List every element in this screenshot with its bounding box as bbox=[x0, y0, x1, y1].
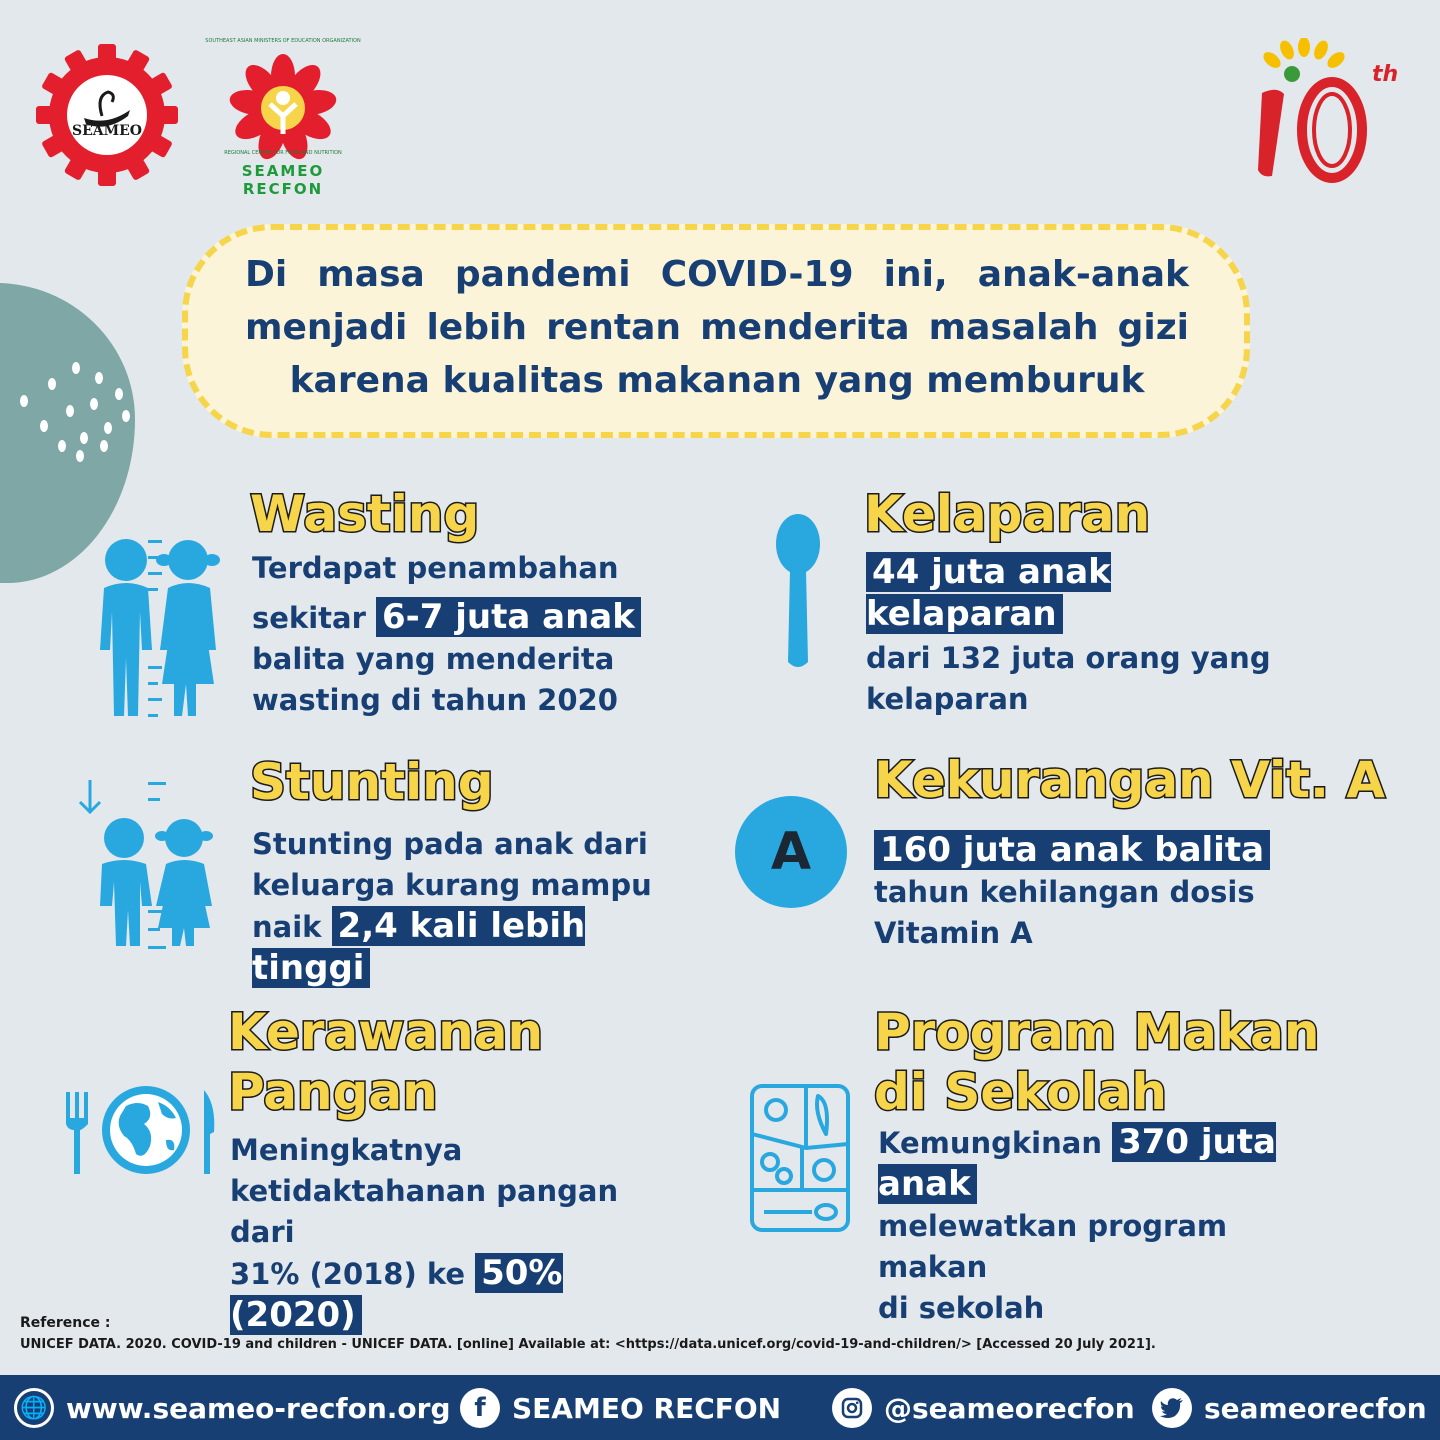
kelaparan-body bbox=[866, 552, 1296, 720]
footer-facebook-text: SEAMEO RECFON bbox=[512, 1391, 782, 1425]
vitamin-a-line-3: Vitamin A bbox=[874, 916, 1033, 950]
vitamin-a-title: Kekurangan Vit. A bbox=[874, 751, 1386, 809]
vitamin-a-badge: A bbox=[770, 822, 812, 882]
lunch-tray-icon bbox=[748, 1082, 852, 1238]
wasting-pre: sekitar bbox=[252, 601, 376, 635]
kerawanan-title-line-1: Kerawanan bbox=[228, 1003, 544, 1061]
instagram-icon bbox=[832, 1388, 872, 1428]
footer-facebook[interactable] bbox=[460, 1380, 781, 1436]
stunting-title: Stunting bbox=[250, 753, 494, 811]
program-pre: Kemungkinan bbox=[878, 1126, 1113, 1160]
seameo-logo bbox=[32, 40, 182, 190]
vitamin-a-line-2: tahun kehilangan dosis bbox=[874, 875, 1255, 909]
recfon-ring-bottom-text: REGIONAL CENTRE FOR FOOD AND NUTRITION bbox=[224, 150, 342, 156]
program-line-3: di sekolah bbox=[878, 1291, 1045, 1325]
globe-icon: 🌐 bbox=[14, 1388, 54, 1428]
footer-twitter-text: seameorecfon bbox=[1204, 1391, 1427, 1425]
tenth-anniversary-logo bbox=[1232, 38, 1402, 188]
stunting-highlight: 2,4 kali lebih tinggi bbox=[252, 906, 586, 988]
facebook-icon: f bbox=[460, 1388, 500, 1428]
program-title-line-1: Program Makan bbox=[874, 1003, 1320, 1061]
footer-instagram-text: @seameorecfon bbox=[884, 1391, 1135, 1425]
vitamin-a-body bbox=[874, 830, 1304, 954]
reference bbox=[20, 1312, 1156, 1356]
children-stunting-icon bbox=[72, 778, 222, 954]
kerawanan-highlight: 50% (2020) bbox=[230, 1253, 563, 1335]
footer-instagram[interactable] bbox=[832, 1380, 1135, 1436]
program-highlight: 370 juta anak bbox=[878, 1122, 1276, 1204]
kerawanan-line-1: Meningkatnya bbox=[230, 1133, 463, 1167]
seameo-logo-text: SEAMEO bbox=[71, 123, 142, 139]
stunting-line-1: Stunting pada anak dari bbox=[252, 827, 648, 861]
wasting-title: Wasting bbox=[250, 485, 480, 543]
program-line-2: melewatkan program makan bbox=[878, 1209, 1228, 1284]
vitamin-a-line-1 bbox=[874, 830, 1304, 872]
vitamin-a-highlight: 160 juta anak balita bbox=[874, 830, 1270, 870]
wasting-line-3: balita yang menderita bbox=[252, 642, 615, 676]
wasting-icon bbox=[92, 538, 222, 722]
wasting-body bbox=[252, 548, 672, 721]
kelaparan-line-2: dari 132 juta orang yang bbox=[866, 641, 1271, 675]
footer-website[interactable] bbox=[14, 1380, 451, 1436]
wasting-highlight: 6-7 juta anak bbox=[376, 597, 641, 637]
stunting-line-2: keluarga kurang mampu bbox=[252, 868, 652, 902]
wasting-line-2 bbox=[252, 597, 672, 639]
spoon-icon bbox=[772, 512, 824, 676]
stunting-line-3 bbox=[252, 906, 692, 990]
globe-fork-knife-icon bbox=[62, 1084, 222, 1180]
kerawanan-body bbox=[230, 1130, 690, 1337]
kerawanan-line-2: ketidaktahanan pangan dari bbox=[230, 1174, 619, 1249]
program-title-line-2: di Sekolah bbox=[874, 1063, 1167, 1121]
kelaparan-line-1 bbox=[866, 552, 1296, 636]
program-line-1 bbox=[878, 1122, 1338, 1206]
anniversary-suffix: th bbox=[1372, 62, 1399, 87]
program-body bbox=[878, 1122, 1338, 1329]
stunting-body bbox=[252, 824, 692, 990]
footer-twitter[interactable] bbox=[1152, 1380, 1427, 1436]
wasting-line-4: wasting di tahun 2020 bbox=[252, 683, 618, 717]
kerawanan-pre: 31% (2018) ke bbox=[230, 1257, 476, 1291]
twitter-icon bbox=[1152, 1388, 1192, 1428]
reference-text: UNICEF DATA. 2020. COVID-19 and children - UNICEF DATA. [online] Available at: <https://data.unicef.org/covid-19-and-children/> [Accessed 20 July 2021]. bbox=[20, 1337, 1156, 1352]
recfon-logo-text: SEAMEO RECFON bbox=[241, 162, 325, 198]
kelaparan-highlight: 44 juta anak kelaparan bbox=[866, 552, 1111, 634]
headline-text: Di masa pandemi COVID-19 ini, anak-anak menjadi lebih rentan menderita masalah gizi karena kualitas makanan yang memburuk bbox=[245, 254, 1189, 401]
vitamin-a-icon bbox=[735, 796, 847, 908]
kelaparan-line-3: kelaparan bbox=[866, 682, 1029, 716]
reference-label: Reference : bbox=[20, 1315, 111, 1331]
footer-website-text: www.seameo-recfon.org bbox=[66, 1391, 451, 1425]
recfon-logo bbox=[198, 38, 368, 198]
recfon-ring-top-text: SOUTHEAST ASIAN MINISTERS OF EDUCATION ORGANIZATION bbox=[205, 38, 361, 44]
wasting-line-1: Terdapat penambahan bbox=[252, 551, 619, 585]
stunting-pre: naik bbox=[252, 910, 332, 944]
kerawanan-title-line-2: Pangan bbox=[228, 1063, 438, 1121]
kelaparan-title: Kelaparan bbox=[864, 485, 1151, 543]
